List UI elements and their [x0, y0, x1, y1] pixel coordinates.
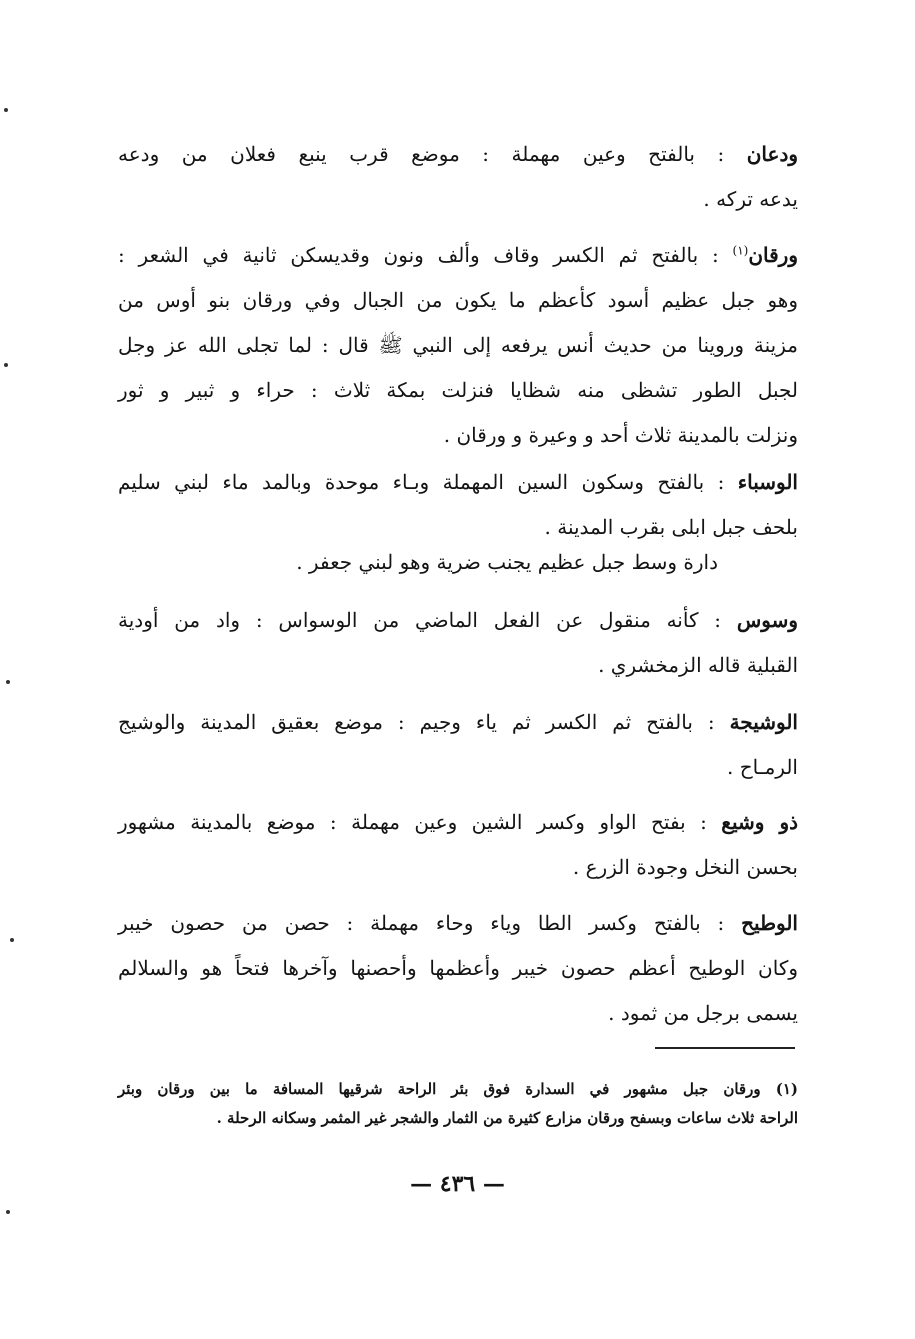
entry-extra-line: دارة وسط جبل عظيم يجنب ضرية وهو لبني جعفر . — [296, 550, 718, 574]
entry-warqan — [118, 233, 798, 458]
entry-text: يدعه تركه . — [703, 187, 798, 211]
scan-mark — [6, 680, 10, 684]
entry-text: القبلية قاله الزمخشري . — [598, 653, 798, 677]
entry-wadan — [118, 132, 798, 222]
scan-mark — [4, 363, 8, 367]
entry-term: الوشيجة — [729, 710, 798, 734]
page-number: — ٤٣٦ — — [410, 1171, 505, 1197]
entry-watih — [118, 901, 798, 1036]
footnote-ref: (١) — [732, 243, 749, 258]
entry-term: الوطيح — [741, 911, 798, 935]
entry-text: ونزلت بالمدينة ثلاث أحد و وعيرة و ورقان . — [443, 423, 798, 447]
entry-term: ذو وشيع — [721, 810, 799, 834]
entry-text: بحسن النخل وجودة الزرع . — [572, 855, 798, 879]
entry-text: : بالفتح وعين مهملة : موضع قرب ينبع فعلان من ودعه — [118, 142, 725, 166]
entry-term: الوسباء — [737, 470, 798, 494]
entry-text: : بالفتح وكسر الطا وياء وحاء مهملة : حصن من حصون خيبر — [118, 911, 725, 935]
entry-text: وكان الوطيح أعظم حصون خيبر وأعظمها وأحصنها وآخرها فتحاً هو والسلالم — [118, 956, 798, 980]
entry-wasba — [118, 460, 798, 550]
entry-term: وسوس — [736, 608, 799, 632]
entry-text: الرمـاح . — [727, 755, 798, 779]
entry-text: يسمى برجل من ثمود . — [608, 1001, 798, 1025]
entry-term: ودعان — [746, 142, 799, 166]
entry-text: : بالفتح ثم الكسر وقاف وألف ونون وقديسكن ثانية في الشعر : — [118, 243, 719, 267]
footnote-line: الراحة ثلاث ساعات وبسفح ورقان مزارع كثيرة من الثمار والشجر غير المثمر وسكانه الرحلة . — [216, 1109, 798, 1127]
entry-text: لجبل الطور تشظى منه شظايا فنزلت بمكة ثلاث : حراء و ثبير و ثور — [118, 378, 798, 402]
entry-waswas — [118, 598, 798, 688]
footnote-divider — [655, 1047, 795, 1049]
entry-text: مزينة وروينا من حديث أنس يرفعه إلى النبي ﷺ قال : لما تجلى الله عز وجل — [118, 333, 798, 357]
scan-mark — [6, 1210, 10, 1214]
entry-dhu-washi — [118, 800, 798, 890]
entry-text: : بفتح الواو وكسر الشين وعين مهملة : موضع بالمدينة مشهور — [118, 810, 707, 834]
footnote-line: (١) ورقان جبل مشهور في السدارة فوق بئر الراحة شرقيها المسافة ما بين ورقان وبئر — [118, 1080, 798, 1098]
scan-mark — [4, 108, 8, 112]
entry-text: وهو جبل عظيم أسود كأعظم ما يكون من الجبال وفي ورقان بنو أوس من — [118, 288, 798, 312]
footnote — [118, 1075, 798, 1133]
scan-mark — [10, 938, 14, 942]
entry-text: : بالفتح ثم الكسر ثم ياء وجيم : موضع بعقيق المدينة والوشيج — [118, 710, 715, 734]
entry-text: بلحف جبل ابلى بقرب المدينة . — [544, 515, 798, 539]
entry-term: ورقان — [748, 243, 798, 267]
entry-washija — [118, 700, 798, 790]
entry-text: : بالفتح وسكون السين المهملة وبـاء موحدة وبالمد ماء لبني سليم — [118, 470, 725, 494]
entry-text: : كأنه منقول عن الفعل الماضي من الوسواس : واد من أودية — [118, 608, 722, 632]
